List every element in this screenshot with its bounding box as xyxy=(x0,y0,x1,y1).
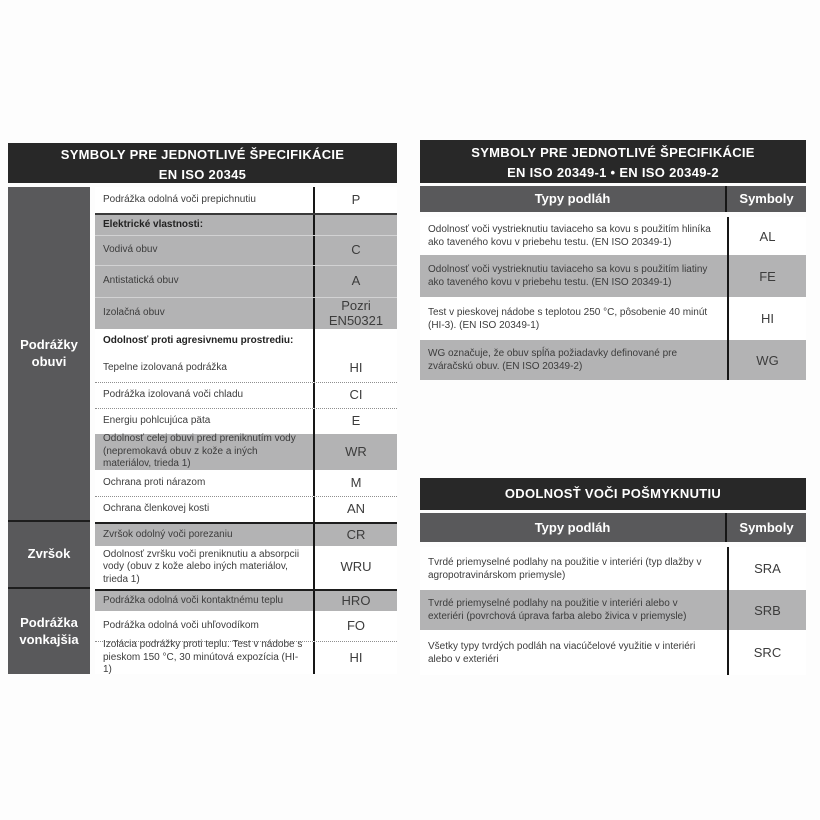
column-header-row xyxy=(420,186,806,212)
spec-rows xyxy=(95,187,397,674)
spec-table-en-iso-20345 xyxy=(8,143,397,674)
table-row xyxy=(95,434,397,470)
table-row xyxy=(95,329,397,354)
row-description: Zvršok odolný voči porezaniu xyxy=(103,528,233,540)
row-description: Ochrana členkovej kosti xyxy=(103,503,210,515)
row-description: Tvrdé priemyselné podlahy na použitie v interiéri alebo v exteriéri (povrchová úprava farba alebo živica v priemysle) xyxy=(428,598,687,622)
table-title: ODOLNOSŤ VOČI POŠMYKNUTIU xyxy=(420,478,806,510)
table-row xyxy=(95,408,397,434)
spec-rows xyxy=(420,217,806,380)
row-symbol: CR xyxy=(313,524,397,546)
table-row xyxy=(95,354,397,382)
category-column xyxy=(8,187,90,674)
row-description: Odolnosť voči vystrieknutiu taviaceho sa kovu s použitím liatiny ako taveného kovu v priebehu testu. (EN ISO 20349-1) xyxy=(428,264,708,288)
table-title xyxy=(420,140,806,183)
row-symbol: WR xyxy=(313,434,397,470)
table-row xyxy=(95,382,397,408)
row-symbol: A xyxy=(313,266,397,297)
row-symbol: C xyxy=(313,236,397,265)
row-description: Podrážka odolná voči kontaktnému teplu xyxy=(103,594,284,606)
row-description: Vodivá obuv xyxy=(103,244,158,256)
row-symbol: M xyxy=(313,470,397,496)
row-symbol: P xyxy=(313,187,397,213)
row-symbol: AL xyxy=(727,217,806,255)
row-description: Tvrdé priemyselné podlahy na použitie v interiéri (typ dlažby v agropotravinárskom priemysle) xyxy=(428,556,702,581)
table-row xyxy=(420,547,806,590)
row-description: Energiu pohlcujúca päta xyxy=(103,415,211,427)
table-title xyxy=(8,143,397,183)
category-podrazky-obuvi: Podrážky obuvi xyxy=(8,187,90,522)
row-description: Izolácia podrážky proti teplu. Test v nádobe s pieskom 150 °C, 30 minútová expozícia (HI-1) xyxy=(103,639,303,676)
row-description: Všetky typy tvrdých podláh na viacúčelové využitie v interiéri alebo v exteriéri xyxy=(428,640,696,665)
table-body xyxy=(8,187,397,674)
row-description: Podrážka izolovaná voči chladu xyxy=(103,389,244,401)
column-header-symbols: Symboly xyxy=(739,191,794,206)
row-symbol: HI xyxy=(313,354,397,382)
category-podrazka-vonkajsia: Podrážka vonkajšia xyxy=(8,589,90,674)
table-row xyxy=(95,187,397,213)
row-symbol: SRC xyxy=(727,630,806,675)
table-title-line2: EN ISO 20349-1 • EN ISO 20349-2 xyxy=(507,164,719,180)
row-description: Ochrana proti nárazom xyxy=(103,476,206,488)
column-header-row xyxy=(420,513,806,542)
table-row xyxy=(95,265,397,297)
spec-table-en-iso-20349 xyxy=(420,140,806,380)
row-symbol: CI xyxy=(313,383,397,408)
row-symbol: WRU xyxy=(313,546,397,589)
table-row xyxy=(95,213,397,235)
row-description: Tepelne izolovaná podrážka xyxy=(103,361,227,373)
slip-resistance-table xyxy=(420,478,806,675)
row-description: Odolnosť voči vystrieknutiu taviaceho sa kovu s použitím hliníka ako taveného kovu v priebehu testu. (EN ISO 20349-1) xyxy=(428,224,711,248)
table-row xyxy=(95,470,397,496)
table-row xyxy=(95,297,397,329)
row-symbol: SRA xyxy=(727,547,806,590)
spec-rows xyxy=(420,547,806,675)
table-title-line1: SYMBOLY PRE JEDNOTLIVÉ ŠPECIFIKÁCIE xyxy=(471,145,755,160)
column-header-floor-types: Typy podláh xyxy=(420,186,727,212)
row-symbol: AN xyxy=(313,497,397,522)
table-title-line1: SYMBOLY PRE JEDNOTLIVÉ ŠPECIFIKÁCIE xyxy=(60,147,345,162)
table-row xyxy=(420,297,806,340)
table-row xyxy=(420,630,806,675)
category-zvrsok: Zvršok xyxy=(8,522,90,589)
table-title-line2: EN ISO 20345 xyxy=(158,166,247,182)
row-description: Test v pieskovej nádobe s teplotou 250 °C, pôsobenie 40 minút (HI-3). (EN ISO 20349-1) xyxy=(428,306,708,331)
table-row xyxy=(95,546,397,589)
table-row xyxy=(420,340,806,380)
column-header-floor-types: Typy podláh xyxy=(420,513,727,542)
row-symbol xyxy=(313,215,397,235)
row-description: Izolačná obuv xyxy=(103,307,165,319)
row-description: Odolnosť zvršku voči preniknutiu a absorpcii vody (obuv z kože alebo iných materiálov, trieda 1) xyxy=(103,548,300,585)
row-symbol: WG xyxy=(727,340,806,380)
row-symbol: FO xyxy=(313,611,397,641)
table-row xyxy=(95,641,397,674)
table-row xyxy=(95,589,397,611)
table-row xyxy=(95,496,397,522)
row-description: Podrážka odolná voči prepichnutiu xyxy=(103,193,256,205)
row-symbol: HI xyxy=(313,642,397,674)
row-symbol: FE xyxy=(727,255,806,297)
row-symbol: E xyxy=(313,409,397,434)
row-description: Odolnosť proti agresivnemu prostrediu: xyxy=(103,335,294,347)
row-symbol: HRO xyxy=(313,591,397,611)
row-description: Elektrické vlastnosti: xyxy=(103,218,204,230)
row-symbol: SRB xyxy=(727,590,806,630)
table-row xyxy=(420,255,806,297)
row-description: Podrážka odolná voči uhľovodíkom xyxy=(103,619,259,631)
table-row xyxy=(95,522,397,546)
row-description: WG označuje, že obuv spĺňa požiadavky definované pre zváračskú obuv. (EN ISO 20349-2) xyxy=(428,348,678,372)
column-header-symbols: Symboly xyxy=(739,520,794,535)
table-row xyxy=(420,217,806,255)
row-symbol: Pozri EN50321 xyxy=(313,298,397,329)
table-row xyxy=(95,235,397,265)
table-row xyxy=(95,611,397,641)
row-description: Antistatická obuv xyxy=(103,275,179,287)
row-symbol xyxy=(313,329,397,354)
table-row xyxy=(420,590,806,630)
row-description: Odolnosť celej obuvi pred preniknutím vody (nepremokavá obuv z kože a iných materiálov, trieda 1) xyxy=(103,433,296,470)
row-symbol: HI xyxy=(727,297,806,340)
